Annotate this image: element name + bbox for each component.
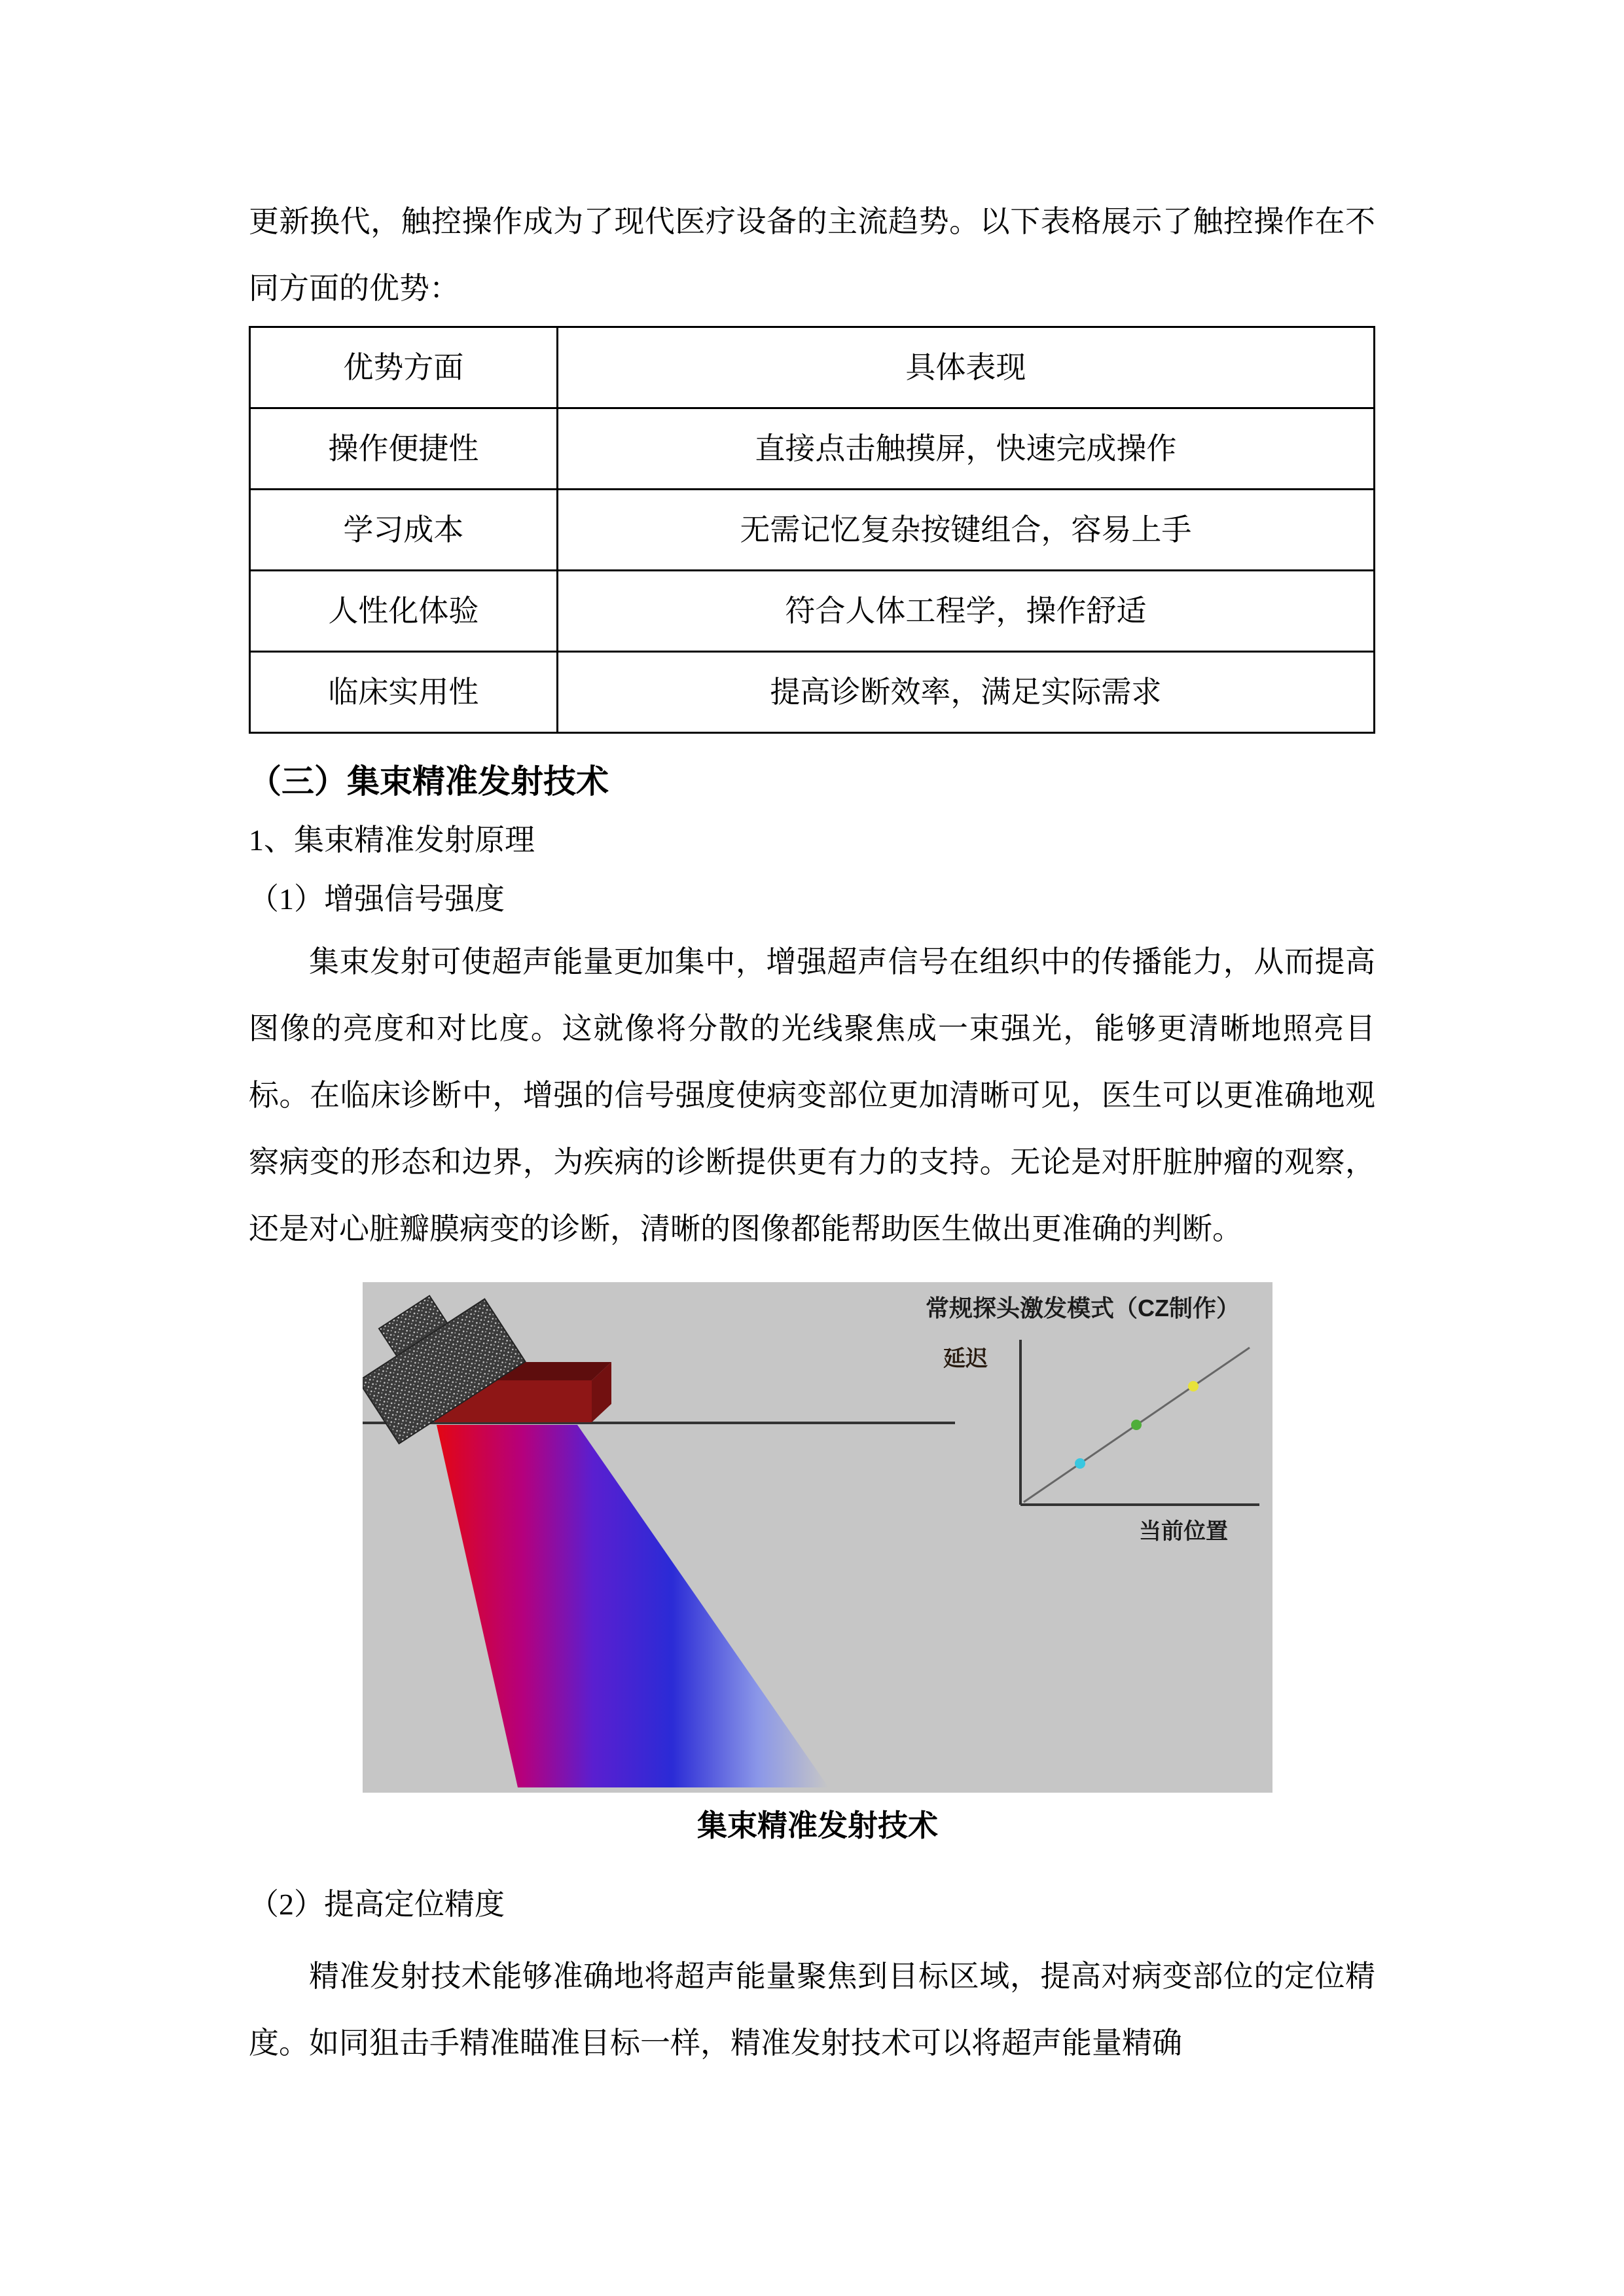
ultrasound-diagram	[363, 1282, 1272, 1793]
table-row	[250, 571, 1375, 652]
table-row	[250, 652, 1375, 733]
table-header-row	[250, 327, 1375, 408]
point1-paragraph: 集束发射可使超声能量更加集中，增强超声信号在组织中的传播能力，从而提高图像的亮度和对比度。这就像将分散的光线聚焦成一束强光，能够更清晰地照亮目标。在临床诊断中，增强的信号强度使病变部位更加清晰可见，医生可以更准确地观察病变的形态和边界，为疾病的诊断提供更有力的支持。无论是对肝脏肿瘤的观察，还是对心脏瓣膜病变的诊断，清晰的图像都能帮助医生做出更准确的判断。	[249, 945, 1375, 1246]
table-cell-detail: 直接点击触摸屏，快速完成操作	[557, 408, 1374, 490]
marker-yellow-dot	[1188, 1381, 1199, 1391]
table-cell-aspect: 人性化体验	[250, 571, 558, 652]
intro-paragraph: 更新换代，触控操作成为了现代医疗设备的主流趋势。以下表格展示了触控操作在不同方面的优势：	[249, 205, 1375, 305]
section-heading: （三）集束精准发射技术	[249, 763, 609, 800]
table-cell-aspect: 操作便捷性	[250, 408, 558, 490]
marker-cyan-dot	[1075, 1458, 1085, 1469]
point1-heading: （1）增强信号强度	[249, 882, 505, 916]
marker-green-dot	[1131, 1420, 1142, 1430]
table-cell-detail: 无需记忆复杂按键组合，容易上手	[557, 490, 1374, 571]
sub-heading: 1、集束精准发射原理	[249, 823, 535, 857]
position-label: 当前位置	[1139, 1519, 1228, 1544]
table-header-aspect: 优势方面	[250, 327, 558, 408]
chart-title: 常规探头激发模式（CZ制作）	[926, 1295, 1240, 1321]
table-cell-detail: 提高诊断效率，满足实际需求	[557, 652, 1374, 733]
table-cell-aspect: 临床实用性	[250, 652, 558, 733]
advantages-table	[249, 326, 1375, 734]
table-cell-aspect: 学习成本	[250, 490, 558, 571]
table-cell-detail: 符合人体工程学，操作舒适	[557, 571, 1374, 652]
figure-focused-emission	[363, 1282, 1272, 1849]
table-row	[250, 490, 1375, 571]
figure-caption: 集束精准发射技术	[697, 1809, 938, 1842]
point2-heading: （2）提高定位精度	[249, 1888, 505, 1921]
delay-label: 延迟	[943, 1346, 988, 1371]
table-row	[250, 408, 1375, 490]
table-header-detail: 具体表现	[557, 327, 1374, 408]
figure-panel	[363, 1282, 1272, 1793]
point2-paragraph: 精准发射技术能够准确地将超声能量聚焦到目标区域，提高对病变部位的定位精度。如同狙击手精准瞄准目标一样，精准发射技术可以将超声能量精确	[249, 1960, 1375, 2060]
